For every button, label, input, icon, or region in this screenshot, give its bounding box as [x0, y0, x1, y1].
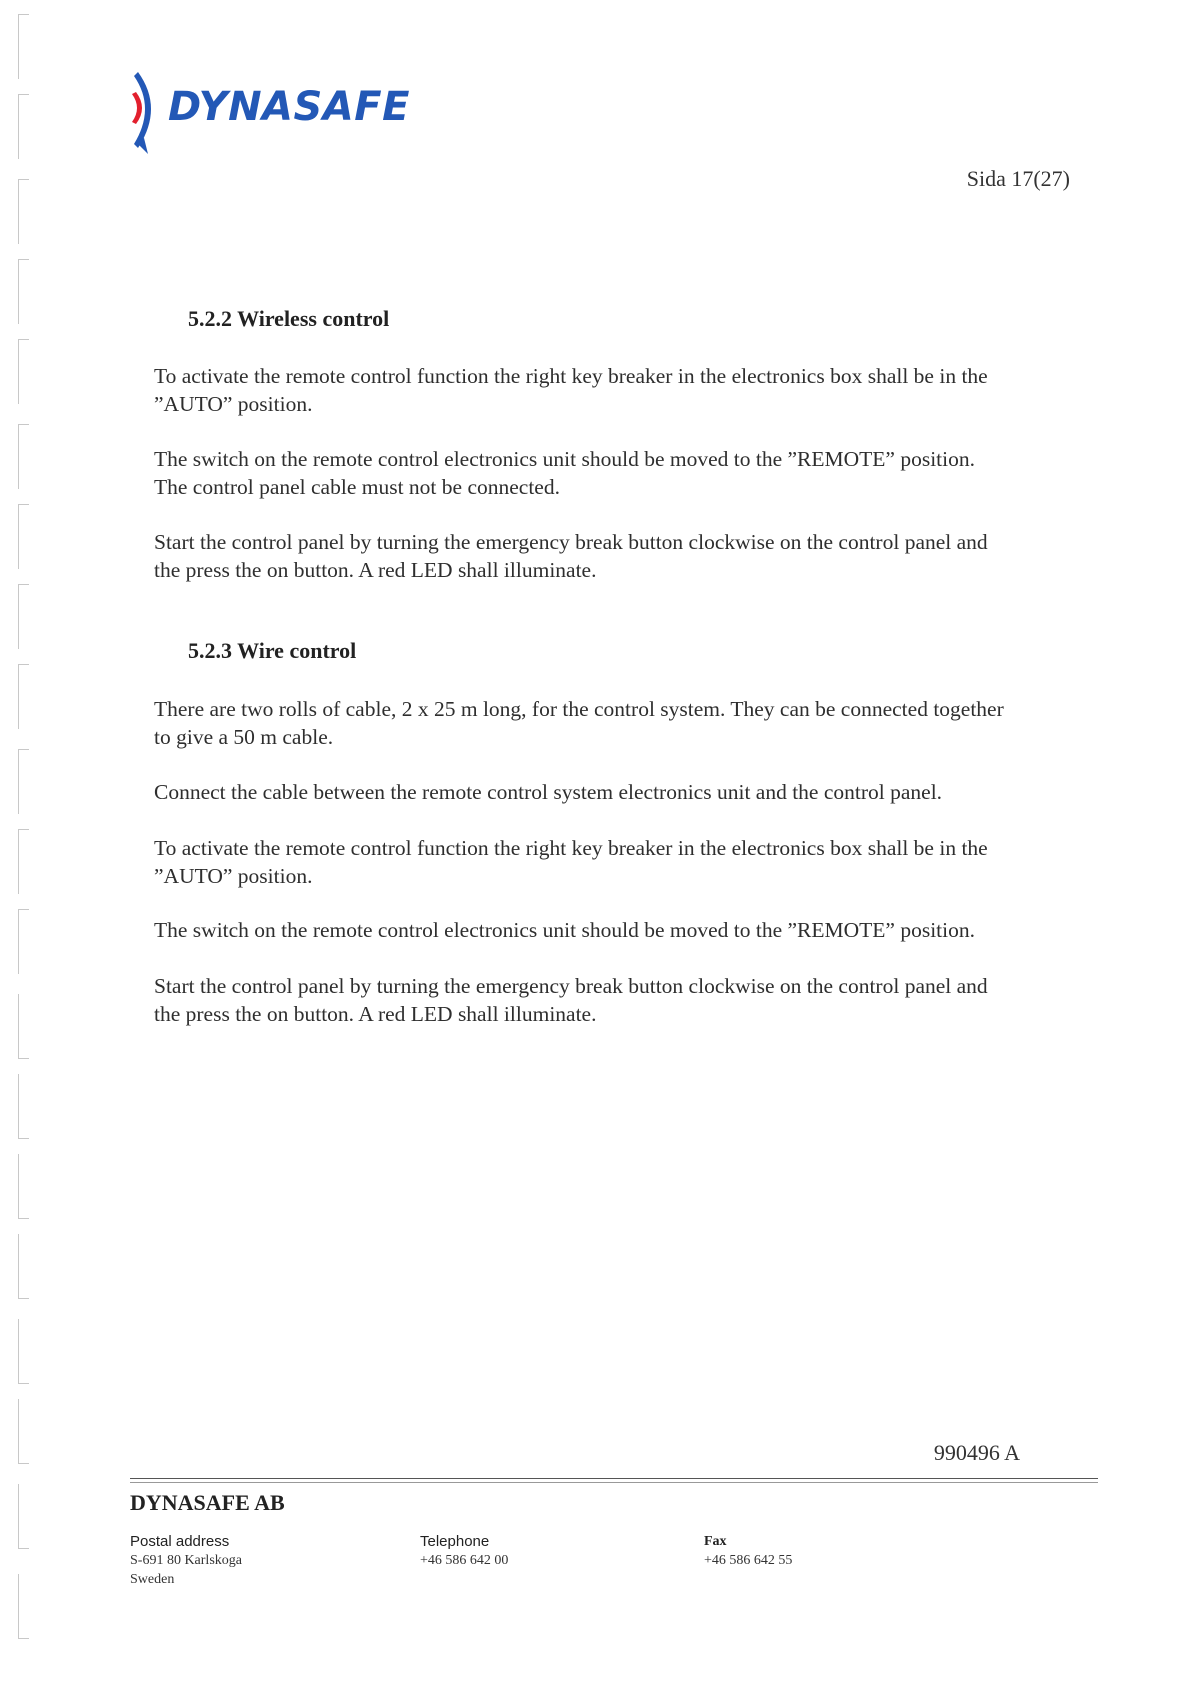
paragraph	[154, 972, 1084, 1028]
postal-address-country: Sweden	[130, 1572, 175, 1587]
paragraph	[154, 916, 1084, 944]
fax-label: Fax	[704, 1534, 727, 1549]
company-name: DYNASAFE AB	[130, 1490, 285, 1515]
telephone-label: Telephone	[420, 1533, 490, 1550]
text-line: to give a 50 m cable.	[154, 725, 334, 749]
text-line: To activate the remote control function the right key breaker in the electronics box shall be in the	[154, 836, 988, 860]
postal-address-label: Postal address	[130, 1533, 230, 1550]
text-line: The control panel cable must not be connected.	[154, 475, 560, 499]
paragraph	[154, 362, 1084, 418]
telephone-number: +46 586 642 00	[420, 1553, 509, 1568]
paragraph	[154, 834, 1084, 890]
postal-address-line: S-691 80 Karlskoga	[130, 1553, 242, 1568]
section-title-wire-control: 5.2.3 Wire control	[188, 638, 357, 663]
document-number: 990496 A	[933, 1440, 1020, 1465]
text-line: the press the on button. A red LED shall illuminate.	[154, 558, 597, 582]
text-line: The switch on the remote control electronics unit should be moved to the ”REMOTE” position.	[154, 447, 975, 471]
signal-waves-icon	[120, 62, 172, 158]
paragraph	[154, 695, 1084, 751]
text-line: ”AUTO” position.	[154, 864, 313, 888]
page-number: Sida 17(27)	[966, 166, 1070, 191]
logo-wordmark: DYNASAFE	[168, 84, 410, 130]
text-line: There are two rolls of cable, 2 x 25 m long, for the control system. They can be connected together	[154, 697, 1004, 721]
footer-divider-secondary	[130, 1482, 1098, 1483]
fax-number: +46 586 642 55	[704, 1553, 793, 1568]
footer-divider	[130, 1478, 1098, 1479]
text-line: Start the control panel by turning the emergency break button clockwise on the control panel and	[154, 974, 988, 998]
telephone	[420, 1532, 508, 1570]
paragraph	[154, 778, 1084, 806]
text-line: To activate the remote control function the right key breaker in the electronics box shall be in the	[154, 364, 988, 388]
text-line: ”AUTO” position.	[154, 392, 313, 416]
fax	[704, 1532, 792, 1570]
binder-margin-marks	[18, 14, 38, 1674]
text-line: the press the on button. A red LED shall illuminate.	[154, 1002, 597, 1026]
postal-address	[130, 1532, 242, 1589]
text-line: Start the control panel by turning the emergency break button clockwise on the control panel and	[154, 530, 988, 554]
paragraph	[154, 528, 1084, 584]
text-line: The switch on the remote control electronics unit should be moved to the ”REMOTE” position.	[154, 918, 975, 942]
company-logo	[120, 62, 410, 158]
section-title-wireless-control: 5.2.2 Wireless control	[188, 306, 390, 331]
paragraph	[154, 445, 1084, 501]
text-line: Connect the cable between the remote control system electronics unit and the control panel.	[154, 780, 943, 804]
